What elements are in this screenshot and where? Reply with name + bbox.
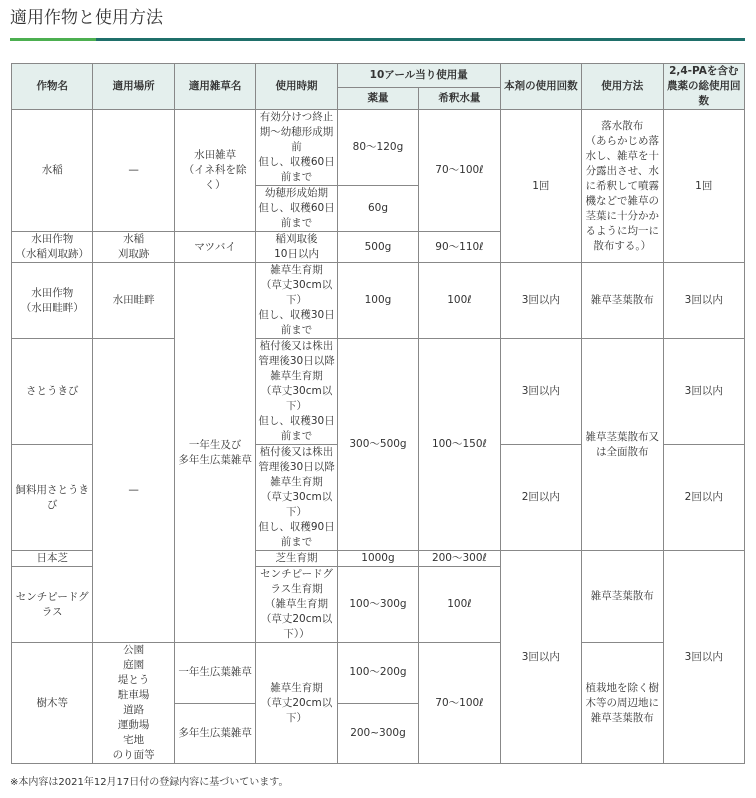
- cell-weed: マツバイ: [174, 232, 255, 263]
- cell-water: 100ℓ: [419, 567, 500, 643]
- cell-count: 3回以内: [500, 551, 581, 764]
- cell-weed: 多年生広葉雑草: [174, 703, 255, 764]
- cell-dose: 100〜200g: [337, 643, 418, 704]
- cell-total: 1回: [663, 110, 745, 263]
- usage-table: [11, 63, 745, 764]
- cell-water: 100〜150ℓ: [419, 339, 500, 551]
- cell-count: 3回以内: [500, 263, 581, 339]
- cell-dose: 100g: [337, 263, 418, 339]
- cell-period: 幼穂形成始期 但し、収穫60日前まで: [256, 186, 337, 232]
- cell-total: 2回以内: [663, 445, 745, 551]
- cell-crop: さとうきび: [12, 339, 93, 445]
- cell-count: 1回: [500, 110, 581, 263]
- cell-period: 稲刈取後 10日以内: [256, 232, 337, 263]
- cell-period: 植付後又は株出管理後30日以降雑草生育期 （草丈30cm以下） 但し、収穫90日前まで: [256, 445, 337, 551]
- cell-water: 200〜300ℓ: [419, 551, 500, 567]
- cell-weed: 水田雑草 （イネ科を除く）: [174, 110, 255, 232]
- cell-place: 水田畦畔: [93, 263, 174, 339]
- title-underline: [10, 38, 745, 41]
- cell-period: 雑草生育期 （草丈30cm以下） 但し、収穫30日前まで: [256, 263, 337, 339]
- header-amount-group: 10アール当り使用量: [337, 64, 500, 88]
- cell-dose: 60g: [337, 186, 418, 232]
- cell-dose: 300〜500g: [337, 339, 418, 551]
- cell-place: —: [93, 339, 174, 643]
- header-period: 使用時期: [256, 64, 337, 110]
- cell-total: 3回以内: [663, 263, 745, 339]
- header-water: 希釈水量: [419, 87, 500, 109]
- cell-weed: 一年生及び 多年生広葉雑草: [174, 263, 255, 643]
- header-count: 本剤の使用回数: [500, 64, 581, 110]
- cell-count: 3回以内: [500, 339, 581, 445]
- cell-place: —: [93, 110, 174, 232]
- cell-method: 植栽地を除く樹木等の周辺地に雑草茎葉散布: [582, 643, 663, 764]
- cell-crop: センチピードグラス: [12, 567, 93, 643]
- cell-period: センチピードグラス生育期 （雑草生育期 （草丈20cm以下））: [256, 567, 337, 643]
- header-crop: 作物名: [12, 64, 93, 110]
- cell-water: 70〜100ℓ: [419, 110, 500, 232]
- header-weed: 適用雑草名: [174, 64, 255, 110]
- cell-dose: 200~300g: [337, 703, 418, 764]
- cell-method: 雑草茎葉散布: [582, 551, 663, 643]
- cell-crop: 水田作物 （水田畦畔）: [12, 263, 93, 339]
- cell-crop: 飼料用さとうきび: [12, 445, 93, 551]
- cell-dose: 1000g: [337, 551, 418, 567]
- cell-water: 70〜100ℓ: [419, 643, 500, 764]
- cell-place: 水稲 刈取跡: [93, 232, 174, 263]
- cell-period: 有効分けつ終止期〜幼穂形成期前 但し、収穫60日前まで: [256, 110, 337, 186]
- page-title: 適用作物と使用方法: [10, 8, 163, 28]
- cell-crop: 樹木等: [12, 643, 93, 764]
- cell-crop: 水田作物 （水稲刈取跡）: [12, 232, 93, 263]
- cell-count: 2回以内: [500, 445, 581, 551]
- cell-method: 雑草茎葉散布: [582, 263, 663, 339]
- cell-method: 雑草茎葉散布又は全面散布: [582, 339, 663, 551]
- cell-place: 公園 庭園 堤とう 駐車場 道路 運動場 宅地 のり面等: [93, 643, 174, 764]
- cell-dose: 80〜120g: [337, 110, 418, 186]
- cell-dose: 100〜300g: [337, 567, 418, 643]
- cell-dose: 500g: [337, 232, 418, 263]
- header-dose: 薬量: [337, 87, 418, 109]
- cell-period: 植付後又は株出管理後30日以降雑草生育期 （草丈30cm以下） 但し、収穫30日前まで: [256, 339, 337, 445]
- cell-crop: 日本芝: [12, 551, 93, 567]
- cell-method: 落水散布 （あらかじめ落水し、雑草を十分露出させ、水に希釈して噴霧機などで雑草の茎葉に十分かかるように均一に散布する。）: [582, 110, 663, 263]
- cell-water: 100ℓ: [419, 263, 500, 339]
- header-total: 2,4-PAを含む農薬の総使用回数: [663, 64, 745, 110]
- header-place: 適用場所: [93, 64, 174, 110]
- cell-total: 3回以内: [663, 339, 745, 445]
- header-method: 使用方法: [582, 64, 663, 110]
- cell-period: 雑草生育期 （草丈20cm以下）: [256, 643, 337, 764]
- cell-crop: 水稲: [12, 110, 93, 232]
- title-underline-accent: [10, 38, 96, 41]
- cell-weed: 一年生広葉雑草: [174, 643, 255, 704]
- cell-total: 3回以内: [663, 551, 745, 764]
- cell-water: 90〜110ℓ: [419, 232, 500, 263]
- cell-period: 芝生育期: [256, 551, 337, 567]
- footnote: ※本内容は2021年12月17日付の登録内容に基づいています。: [10, 777, 289, 788]
